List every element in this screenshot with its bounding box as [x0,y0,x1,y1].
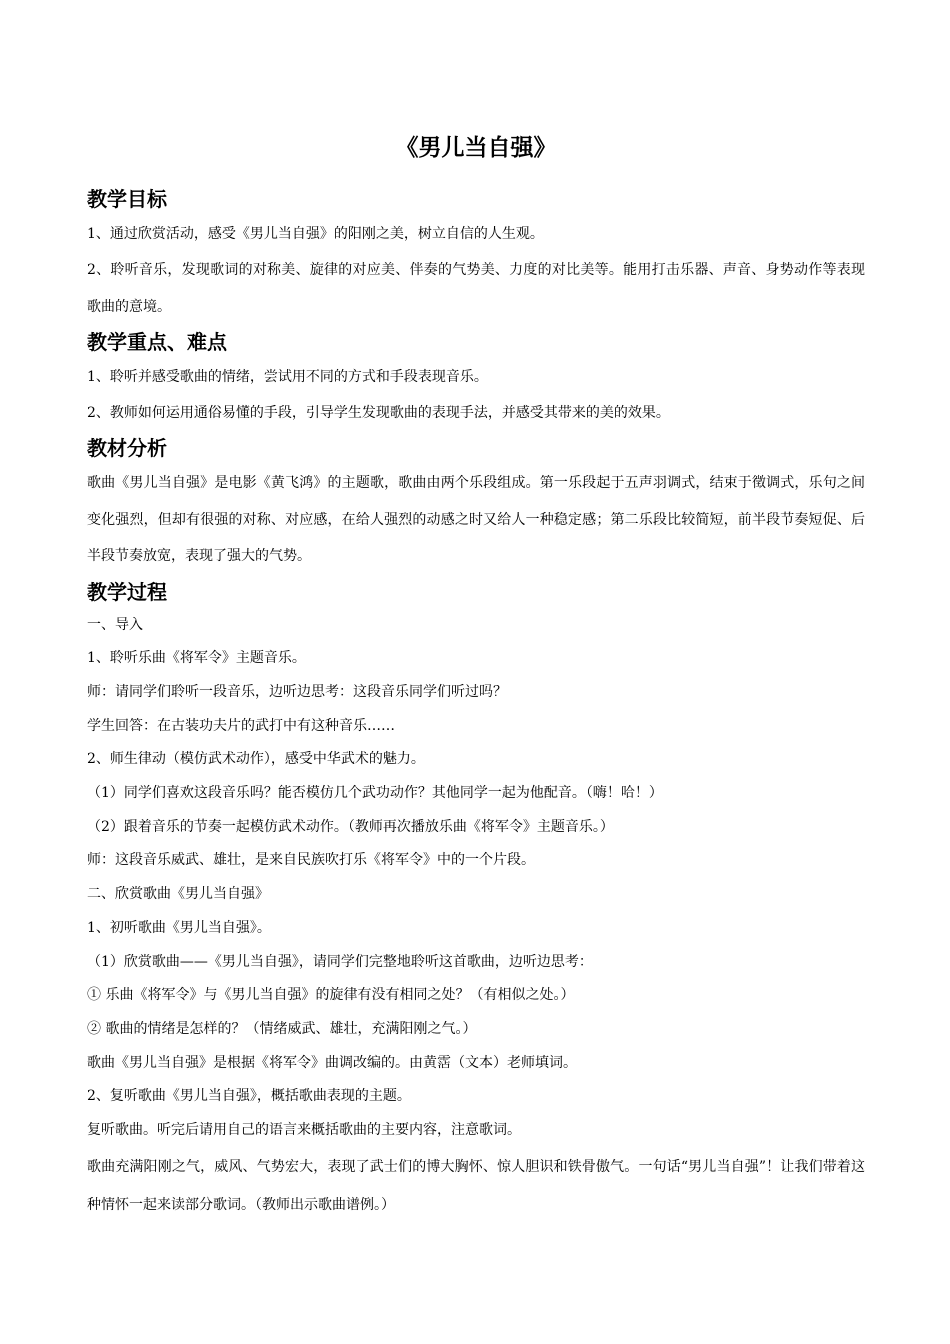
paragraph: 歌曲充满阳刚之气，威风、气势宏大，表现了武士们的博大胸怀、惊人胆识和铁骨傲气。一句话“男儿当自强”！让我们带着这种情怀一起来读部分歌词。（教师出示歌曲谱例。） [87,1158,865,1213]
section-material-analysis [87,431,865,575]
paragraph: 2、聆听音乐，发现歌词的对称美、旋律的对应美、伴奏的气势美、力度的对比美等。能用打击乐器、声音、身势动作等表现歌曲的意境。 [87,262,865,315]
paragraph: 一、导入 [87,616,143,633]
section-heading: 教学重点、难点 [87,330,227,354]
paragraph: （2）跟着音乐的节奏一起模仿武术动作。（教师再次播放乐曲《将军令》主题音乐。） [87,818,614,835]
paragraph: 2、师生律动（模仿武术动作），感受中华武术的魅力。 [87,751,425,768]
paragraph: 2、教师如何运用通俗易懂的手段，引导学生发现歌曲的表现手法，并感受其带来的美的效果。 [87,405,670,421]
section-teaching-goals [87,182,865,325]
document-title: 《男儿当自强》 [395,135,557,161]
paragraph: 1、通过欣赏活动，感受《男儿当自强》的阳刚之美，树立自信的人生观。 [87,226,544,242]
section-key-points [87,325,865,431]
paragraph: 歌曲《男儿当自强》是电影《黄飞鸿》的主题歌，歌曲由两个乐段组成。第一乐段起于五声羽调式，结束于徵调式，乐句之间变化强烈，但却有很强的对称、对应感，在给人强烈的动感之时又给人一种稳定感；第二乐段比较简短，前半段节奏短促、后半段节奏放宽，表现了强大的气势。 [87,475,865,564]
paragraph: 二、欣赏歌曲《男儿当自强》 [87,886,269,903]
paragraph: 2、复听歌曲《男儿当自强》，概括歌曲表现的主题。 [87,1088,411,1105]
paragraph: （1）同学们喜欢这段音乐吗？能否模仿几个武功动作？其他同学一起为他配音。（嗨！哈！） [87,785,663,802]
section-heading: 教材分析 [87,436,167,460]
paragraph: 复听歌曲。听完后请用自己的语言来概括歌曲的主要内容，注意歌词。 [87,1122,521,1139]
paragraph: 1、初听歌曲《男儿当自强》。 [87,919,271,936]
paragraph: 歌曲《男儿当自强》是根据《将军令》曲调改编的。由黄霑（文本）老师填词。 [87,1054,577,1071]
paragraph: ① 乐曲《将军令》与《男儿当自强》的旋律有没有相同之处？（有相似之处。） [87,987,575,1004]
section-teaching-process [87,575,865,1224]
section-heading: 教学目标 [87,187,167,211]
document-page [87,128,865,1224]
section-heading: 教学过程 [87,579,167,604]
paragraph: 学生回答：在古装功夫片的武打中有这种音乐…… [87,717,395,734]
paragraph: 师：请同学们聆听一段音乐，边听边思考：这段音乐同学们听过吗？ [87,683,507,700]
paragraph: 1、聆听并感受歌曲的情绪，尝试用不同的方式和手段表现音乐。 [87,369,488,385]
paragraph: 1、聆听乐曲《将军令》主题音乐。 [87,650,306,667]
paragraph: ② 歌曲的情绪是怎样的？（情绪威武、雄壮，充满阳刚之气。） [87,1020,477,1037]
paragraph: 师：这段音乐威武、雄壮，是来自民族吹打乐《将军令》中的一个片段。 [87,852,535,869]
paragraph: （1）欣赏歌曲——《男儿当自强》，请同学们完整地聆听这首歌曲，边听边思考： [87,953,593,970]
